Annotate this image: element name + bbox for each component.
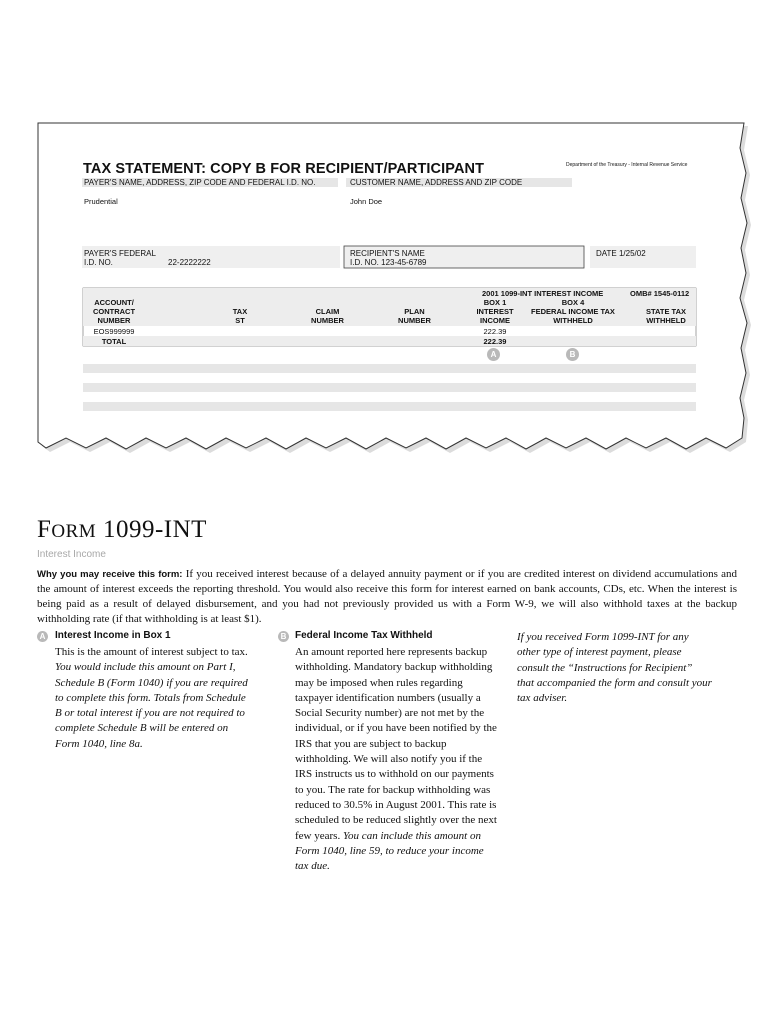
payer-name: Prudential bbox=[84, 197, 118, 206]
customer-header: CUSTOMER NAME, ADDRESS AND ZIP CODE bbox=[350, 178, 523, 187]
department-label: Department of the Treasury - Internal Revenue Service bbox=[566, 162, 688, 168]
total-label: TOTAL bbox=[101, 337, 127, 346]
recipient-label: RECIPIENT'S NAME bbox=[350, 249, 425, 258]
col-a-heading: Interest Income in Box 1 bbox=[55, 630, 171, 641]
col-a-body: This is the amount of interest subject to tax. You would include this amount on Part I, Schedule B (Form 1040) if you are required to complete this form. Totals from Schedule B or total interest if you are not required to complete Schedule B will be entered on Form 1040, line 8a. bbox=[55, 646, 248, 750]
statement-date: DATE 1/25/02 bbox=[596, 249, 646, 258]
col-claim: CLAIM NUMBER bbox=[311, 307, 344, 325]
stripe-1 bbox=[83, 364, 696, 373]
col-b-badge: B bbox=[278, 631, 289, 642]
badge-a: A bbox=[487, 348, 500, 361]
col-plan: PLAN NUMBER bbox=[398, 307, 431, 325]
intro-lead: Why you may receive this form: bbox=[37, 569, 183, 580]
badge-b: B bbox=[566, 348, 579, 361]
int-heading: 2001 1099-INT INTEREST INCOME bbox=[482, 289, 604, 298]
customer-name: John Doe bbox=[350, 197, 383, 206]
col-b-body: An amount reported here represents backup withholding. Mandatory backup withholding may be imposed when rules regarding taxpayer identification numbers (usually a Social Security number) are not met by the individual, or if you have been notified by the IRS that you are subject to backup withholding. We will also notify you if the IRS instructs us to withhold on our payments to you. The rate for backup withholding was reduced to 30.5% in August 2001. This rate is scheduled to be reduced slightly over the next few years. You can include this amount on Form 1040, line 59, to reduce your income tax due. bbox=[295, 646, 497, 873]
recipient-id: I.D. NO. 123-45-6789 bbox=[350, 258, 427, 267]
col-box1: BOX 1 INTEREST INCOME bbox=[476, 298, 514, 325]
intro-paragraph bbox=[37, 567, 737, 627]
stripe-2 bbox=[83, 383, 696, 392]
table-total-shade bbox=[83, 336, 696, 346]
statement-title: TAX STATEMENT: COPY B FOR RECIPIENT/PARTICIPANT bbox=[83, 161, 485, 177]
col-tax-st: TAX ST bbox=[232, 307, 248, 325]
form-subtitle: Interest Income bbox=[37, 549, 106, 560]
col-a-badge: A bbox=[37, 631, 48, 642]
form-title: FORM 1099-INT bbox=[37, 516, 207, 543]
col-state-tax: STATE TAX WITHHELD bbox=[646, 307, 686, 325]
col-box4: BOX 4 FEDERAL INCOME TAX WITHHELD bbox=[531, 298, 615, 325]
omb-number: OMB# 1545-0112 bbox=[630, 289, 690, 298]
payer-federal-label-1: PAYER'S FEDERAL bbox=[84, 249, 156, 258]
statement-paper bbox=[0, 0, 770, 470]
payer-header: PAYER'S NAME, ADDRESS, ZIP CODE AND FEDERAL I.D. NO. bbox=[84, 178, 316, 187]
col-b-heading: Federal Income Tax Withheld bbox=[295, 630, 433, 641]
payer-federal-id: 22-2222222 bbox=[168, 258, 211, 267]
col-c-body: If you received Form 1099-INT for any other type of interest payment, please consult the “Instructions for Recipient” that accompanied the form and consult your tax adviser. bbox=[517, 631, 712, 705]
intro-text: If you received interest because of a delayed annuity payment or if you are credited interest on dividend accumulations and the amount of interest exceeds the reporting threshold. You would also receive this form for interest earned on bank accounts, CDs, etc. When the interest is being paid as a result of delayed disbursement, and you had not previously provided us with a Form W-9, we will also withhold taxes at the backup withholding rate (if that withholding is at least $1). bbox=[37, 568, 737, 625]
row-account: EOS999999 bbox=[93, 327, 135, 336]
stripe-3 bbox=[83, 402, 696, 411]
row-interest: 222.39 bbox=[483, 327, 507, 336]
total-interest: 222.39 bbox=[483, 337, 507, 346]
payer-federal-label-2: I.D. NO. bbox=[84, 258, 113, 267]
col-account: ACCOUNT/ CONTRACT NUMBER bbox=[92, 298, 136, 325]
